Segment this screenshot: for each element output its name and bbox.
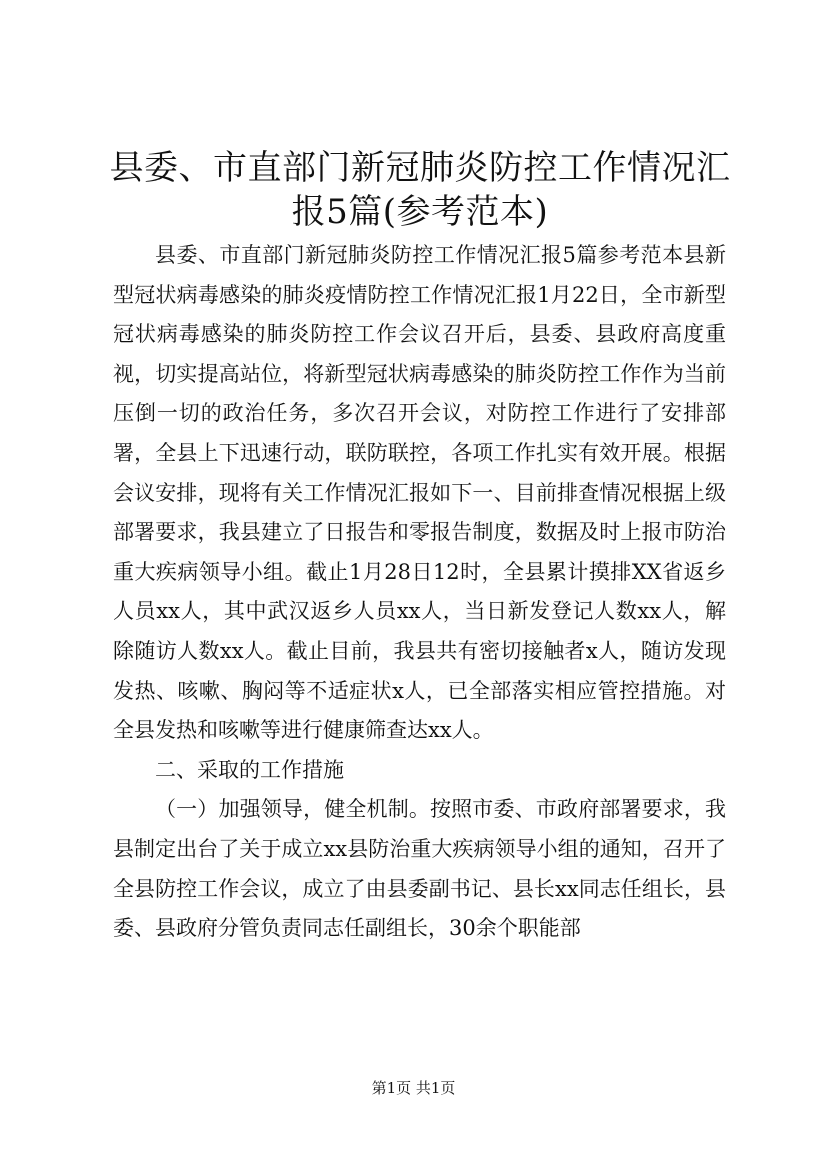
section-heading-measures: 二、采取的工作措施 <box>155 757 344 782</box>
page-footer: 第1页 共1页 <box>371 1079 456 1097</box>
body-paragraph-leadership: （一）加强领导，健全机制。按照市委、市政府部署要求，我县制定出台了关于成立xx县防治重大疾病领导小组的通知，召开了全县防控工作会议，成立了由县委副书记、县长xx同志任组长，县委、县政府分管负责同志任副组长，30余个职能部 <box>113 797 726 941</box>
body-paragraph-intro: 县委、市直部门新冠肺炎防控工作情况汇报5篇参考范本县新型冠状病毒感染的肺炎疫情防控工作情况汇报1月22日，全市新型冠状病毒感染的肺炎防控工作会议召开后，县委、县政府高度重视，切实提高站位，将新型冠状病毒感染的肺炎防控工作作为当前压倒一切的政治任务，多次召开会议，对防控工作进行了安排部署，全县上下迅速行动，联防联控，各项工作扎实有效开展。根据会议安排，现将有关工作情况汇报如下一、目前排查情况根据上级部署要求，我县建立了日报告和零报告制度，数据及时上报市防治重大疾病领导小组。截止1月28日12时，全县累计摸排XX省返乡人员xx人，其中武汉返乡人员xx人，当日新发登记人数xx人，解除随访人数xx人。截止目前，我县共有密切接触者x人，随访发现发热、咳嗽、胸闷等不适症状x人，已全部落实相应管控措施。对全县发热和咳嗽等进行健康筛查达xx人。 <box>113 243 726 743</box>
document-title: 县委、市直部门新冠肺炎防控工作情况汇报5篇(参考范本) <box>109 148 731 232</box>
document-body <box>113 236 726 949</box>
